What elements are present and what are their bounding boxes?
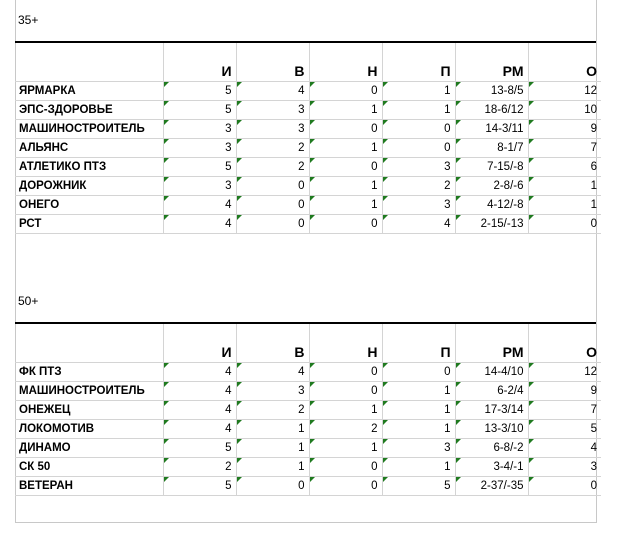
wins-cell[interactable]: 1: [236, 458, 309, 477]
losses-cell[interactable]: 1: [382, 401, 455, 420]
team-name[interactable]: ЭПС-ЗДОРОВЬЕ: [15, 101, 163, 120]
draws-cell[interactable]: 0: [309, 158, 382, 177]
losses-cell[interactable]: 2: [382, 177, 455, 196]
draws-cell[interactable]: 1: [309, 196, 382, 215]
losses-header[interactable]: П: [382, 43, 455, 82]
draws-header[interactable]: Н: [309, 324, 382, 363]
draws-cell[interactable]: 1: [309, 101, 382, 120]
table-row: [15, 420, 601, 439]
goals-cell[interactable]: 14-3/11: [455, 120, 528, 139]
games-header[interactable]: И: [163, 43, 236, 82]
goals-cell[interactable]: 6-8/-2: [455, 439, 528, 458]
games-cell[interactable]: 5: [163, 439, 236, 458]
table-row: [15, 177, 601, 196]
wins-cell[interactable]: 2: [236, 139, 309, 158]
losses-cell[interactable]: 3: [382, 439, 455, 458]
points-cell[interactable]: 5: [528, 420, 601, 439]
points-cell[interactable]: 6: [528, 158, 601, 177]
team-name[interactable]: МАШИНОСТРОИТЕЛЬ: [15, 120, 163, 139]
points-cell[interactable]: 0: [528, 477, 601, 496]
losses-cell[interactable]: 0: [382, 120, 455, 139]
table-row: [15, 120, 601, 139]
wins-cell[interactable]: 3: [236, 120, 309, 139]
draws-cell[interactable]: 0: [309, 382, 382, 401]
goals-cell[interactable]: 13-8/5: [455, 82, 528, 101]
points-cell[interactable]: 7: [528, 401, 601, 420]
table-row: [15, 458, 601, 477]
games-cell[interactable]: 5: [163, 82, 236, 101]
losses-cell[interactable]: 1: [382, 458, 455, 477]
draws-cell[interactable]: 0: [309, 477, 382, 496]
draws-cell[interactable]: 0: [309, 120, 382, 139]
header-row: [15, 324, 601, 363]
losses-header[interactable]: П: [382, 324, 455, 363]
draws-cell[interactable]: 2: [309, 420, 382, 439]
games-cell[interactable]: 3: [163, 139, 236, 158]
standings-table-50: [15, 324, 601, 496]
draws-cell[interactable]: 1: [309, 439, 382, 458]
games-cell[interactable]: 5: [163, 477, 236, 496]
goals-cell[interactable]: 8-1/7: [455, 139, 528, 158]
goals-cell[interactable]: 2-15/-13: [455, 215, 528, 234]
wins-cell[interactable]: 3: [236, 382, 309, 401]
team-header[interactable]: [15, 43, 163, 82]
draws-header[interactable]: Н: [309, 43, 382, 82]
losses-cell[interactable]: 1: [382, 420, 455, 439]
team-name[interactable]: ВЕТЕРАН: [15, 477, 163, 496]
goals-cell[interactable]: 7-15/-8: [455, 158, 528, 177]
wins-cell[interactable]: 2: [236, 158, 309, 177]
games-cell[interactable]: 5: [163, 101, 236, 120]
wins-cell[interactable]: 4: [236, 363, 309, 382]
team-name[interactable]: АЛЬЯНС: [15, 139, 163, 158]
team-name[interactable]: ЛОКОМОТИВ: [15, 420, 163, 439]
wins-cell[interactable]: 1: [236, 420, 309, 439]
games-header[interactable]: И: [163, 324, 236, 363]
goals-cell[interactable]: 2-8/-6: [455, 177, 528, 196]
team-name[interactable]: АТЛЕТИКО ПТЗ: [15, 158, 163, 177]
goals-header[interactable]: РМ: [455, 324, 528, 363]
team-name[interactable]: ОНЕГО: [15, 196, 163, 215]
team-name[interactable]: ДИНАМО: [15, 439, 163, 458]
points-cell[interactable]: 0: [528, 215, 601, 234]
team-name[interactable]: ЯРМАРКА: [15, 82, 163, 101]
losses-cell[interactable]: 4: [382, 215, 455, 234]
wins-cell[interactable]: 1: [236, 439, 309, 458]
team-name[interactable]: СК 50: [15, 458, 163, 477]
wins-cell[interactable]: 0: [236, 215, 309, 234]
losses-cell[interactable]: 5: [382, 477, 455, 496]
points-cell[interactable]: 1: [528, 196, 601, 215]
points-cell[interactable]: 4: [528, 439, 601, 458]
goals-cell[interactable]: 18-6/12: [455, 101, 528, 120]
losses-cell[interactable]: 1: [382, 82, 455, 101]
games-cell[interactable]: 5: [163, 158, 236, 177]
wins-header[interactable]: В: [236, 324, 309, 363]
wins-cell[interactable]: 0: [236, 196, 309, 215]
wins-cell[interactable]: 0: [236, 477, 309, 496]
table-row: [15, 363, 601, 382]
wins-header[interactable]: В: [236, 43, 309, 82]
losses-cell[interactable]: 0: [382, 139, 455, 158]
goals-cell[interactable]: 17-3/14: [455, 401, 528, 420]
wins-cell[interactable]: 2: [236, 401, 309, 420]
games-cell[interactable]: 4: [163, 420, 236, 439]
draws-cell[interactable]: 0: [309, 215, 382, 234]
losses-cell[interactable]: 3: [382, 158, 455, 177]
table-row: [15, 158, 601, 177]
wins-cell[interactable]: 4: [236, 82, 309, 101]
draws-cell[interactable]: 1: [309, 401, 382, 420]
wins-cell[interactable]: 0: [236, 177, 309, 196]
draws-cell[interactable]: 0: [309, 82, 382, 101]
games-cell[interactable]: 4: [163, 363, 236, 382]
points-header[interactable]: О: [528, 324, 601, 363]
losses-cell[interactable]: 3: [382, 196, 455, 215]
goals-cell[interactable]: 6-2/4: [455, 382, 528, 401]
team-name[interactable]: РСТ: [15, 215, 163, 234]
losses-cell[interactable]: 0: [382, 363, 455, 382]
points-cell[interactable]: 10: [528, 101, 601, 120]
losses-cell[interactable]: 1: [382, 382, 455, 401]
standings-table-35: [15, 43, 601, 234]
team-name[interactable]: ДОРОЖНИК: [15, 177, 163, 196]
wins-cell[interactable]: 3: [236, 101, 309, 120]
draws-cell[interactable]: 0: [309, 458, 382, 477]
points-cell[interactable]: 12: [528, 82, 601, 101]
team-header[interactable]: [15, 324, 163, 363]
goals-cell[interactable]: 13-3/10: [455, 420, 528, 439]
points-cell[interactable]: 12: [528, 363, 601, 382]
games-cell[interactable]: 4: [163, 215, 236, 234]
table-row: [15, 477, 601, 496]
games-cell[interactable]: 4: [163, 401, 236, 420]
losses-cell[interactable]: 1: [382, 101, 455, 120]
draws-cell[interactable]: 1: [309, 177, 382, 196]
table-row: [15, 82, 601, 101]
goals-cell[interactable]: 2-37/-35: [455, 477, 528, 496]
goals-cell[interactable]: 14-4/10: [455, 363, 528, 382]
games-cell[interactable]: 4: [163, 196, 236, 215]
table-row: [15, 196, 601, 215]
points-header[interactable]: О: [528, 43, 601, 82]
team-name[interactable]: МАШИНОСТРОИТЕЛЬ: [15, 382, 163, 401]
games-cell[interactable]: 3: [163, 177, 236, 196]
points-cell[interactable]: 7: [528, 139, 601, 158]
points-cell[interactable]: 3: [528, 458, 601, 477]
section-title-50: 50+: [18, 294, 39, 308]
team-name[interactable]: ОНЕЖЕЦ: [15, 401, 163, 420]
table-row: [15, 382, 601, 401]
draws-cell[interactable]: 0: [309, 363, 382, 382]
table-row: [15, 215, 601, 234]
goals-cell[interactable]: 3-4/-1: [455, 458, 528, 477]
table-row: [15, 139, 601, 158]
team-name[interactable]: ФК ПТЗ: [15, 363, 163, 382]
section-title-35: 35+: [18, 13, 39, 27]
goals-cell[interactable]: 4-12/-8: [455, 196, 528, 215]
games-cell[interactable]: 4: [163, 382, 236, 401]
header-row: [15, 43, 601, 82]
points-cell[interactable]: 9: [528, 120, 601, 139]
points-cell[interactable]: 1: [528, 177, 601, 196]
goals-header[interactable]: РМ: [455, 43, 528, 82]
table-row: [15, 401, 601, 420]
draws-cell[interactable]: 1: [309, 139, 382, 158]
table-row: [15, 101, 601, 120]
games-cell[interactable]: 3: [163, 120, 236, 139]
games-cell[interactable]: 2: [163, 458, 236, 477]
points-cell[interactable]: 9: [528, 382, 601, 401]
table-row: [15, 439, 601, 458]
